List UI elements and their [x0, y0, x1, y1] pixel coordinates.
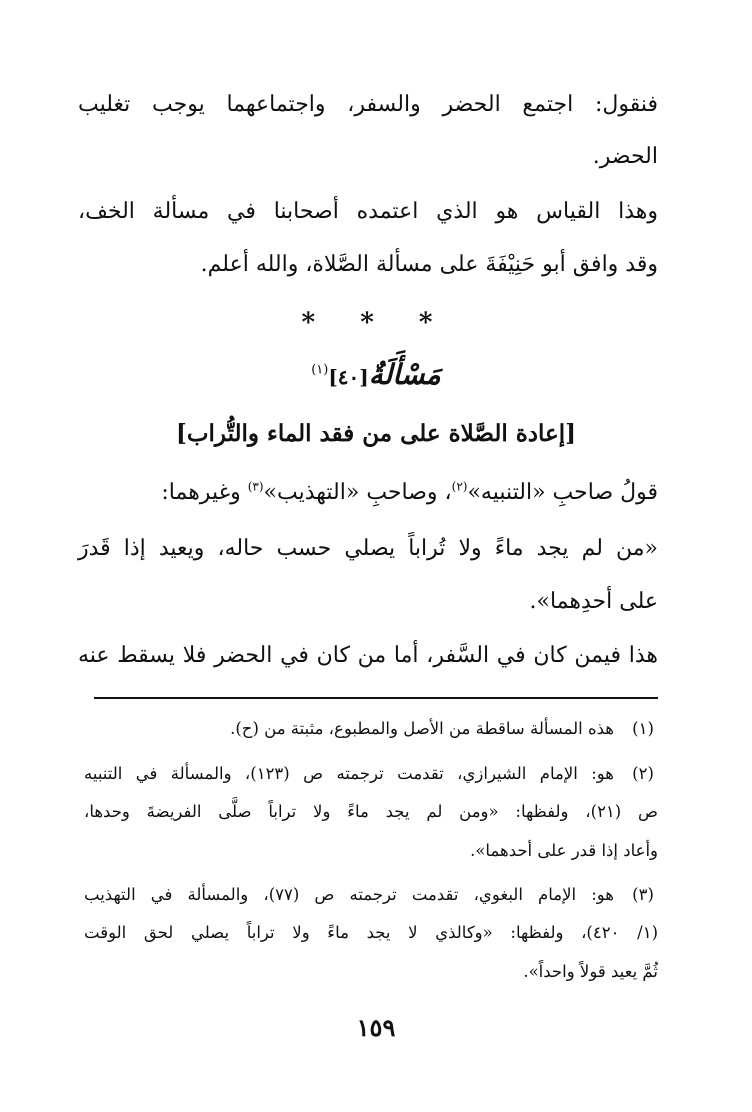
- footnote-ref-3: (٣): [247, 479, 264, 494]
- footnote-1: [84, 721, 658, 741]
- footnote-3-number: (٣): [632, 885, 654, 904]
- paragraph-after-quote: هذا فيمن كان في السَّفر، أما من كان في الحضر فلا يسقط عنه: [78, 643, 658, 668]
- masala-number: [٤٠]: [328, 365, 369, 389]
- masala-label: مَسْأَلَةٌ: [368, 358, 441, 391]
- footnote-divider: [94, 697, 658, 699]
- page-number: ١٥٩: [356, 1013, 396, 1042]
- footnote-3-line-3: ثُمَّ يعيد قولاً واحداً».: [523, 962, 658, 981]
- quote-intro-part-3: وغيرهما:: [161, 480, 248, 505]
- footnote-2-number: (٢): [632, 764, 654, 783]
- section-separator: * * *: [301, 308, 451, 338]
- paragraph-1-line-2: الحضر.: [592, 144, 658, 169]
- footnote-2: [84, 766, 658, 876]
- footnote-2-line-1: هو: الإمام الشيرازي، تقدمت ترجمته ص (١٢٣)، والمسألة في التنبيه: [84, 764, 614, 783]
- quote-line-3: على أحدِهما».: [529, 589, 658, 614]
- footnote-ref-2: (٢): [451, 479, 468, 494]
- footnote-3-line-2: (١/ ٤٢٠)، ولفظها: «وكالذي لا يجد ماءً ولا تراباً يصلي لحق الوقت: [84, 923, 658, 942]
- paragraph-1-line-1: فنقول: اجتمع الحضر والسفر، واجتماعهما يوجب تغليب: [78, 92, 658, 117]
- footnote-3-line-1: هو: الإمام البغوي، تقدمت ترجمته ص (٧٧)، والمسألة في التهذيب: [84, 885, 615, 904]
- quote-intro-part-1: قولُ صاحبِ «التنبيه»: [467, 480, 658, 505]
- footnote-1-number: (١): [632, 719, 654, 738]
- footnote-1-line-1: هذه المسألة ساقطة من الأصل والمطبوع، مثبتة من (ح).: [230, 719, 614, 738]
- footnote-2-line-3: وأعاد إذا قدر على أحدهما».: [470, 841, 658, 860]
- quote-intro-part-2: ، وصاحبِ «التهذيب»: [263, 480, 452, 505]
- section-title: [إعادة الصَّلاة على من فقد الماء والتُّراب]: [175, 420, 577, 447]
- footnote-2-line-2: ص (٢١)، ولفظها: «ومن لم يجد ماءً ولا تراباً صلَّى الفريضةَ وحدها،: [84, 802, 658, 821]
- masala-heading: [0, 358, 752, 391]
- footnote-ref-1: (١): [311, 362, 329, 378]
- quote-intro: [78, 479, 658, 505]
- paragraph-2-line-1: وهذا القياس هو الذي اعتمده أصحابنا في مسألة الخف،: [78, 199, 658, 224]
- footnote-3: [84, 887, 658, 997]
- paragraph-2-line-2: وقد وافق أبو حَنِيْفَةَ على مسألة الصَّلاة، والله أعلم.: [200, 252, 658, 277]
- quote-line-2: «من لم يجد ماءً ولا تُراباً يصلي حسب حاله، ويعيد إذا قَدرَ: [78, 536, 658, 561]
